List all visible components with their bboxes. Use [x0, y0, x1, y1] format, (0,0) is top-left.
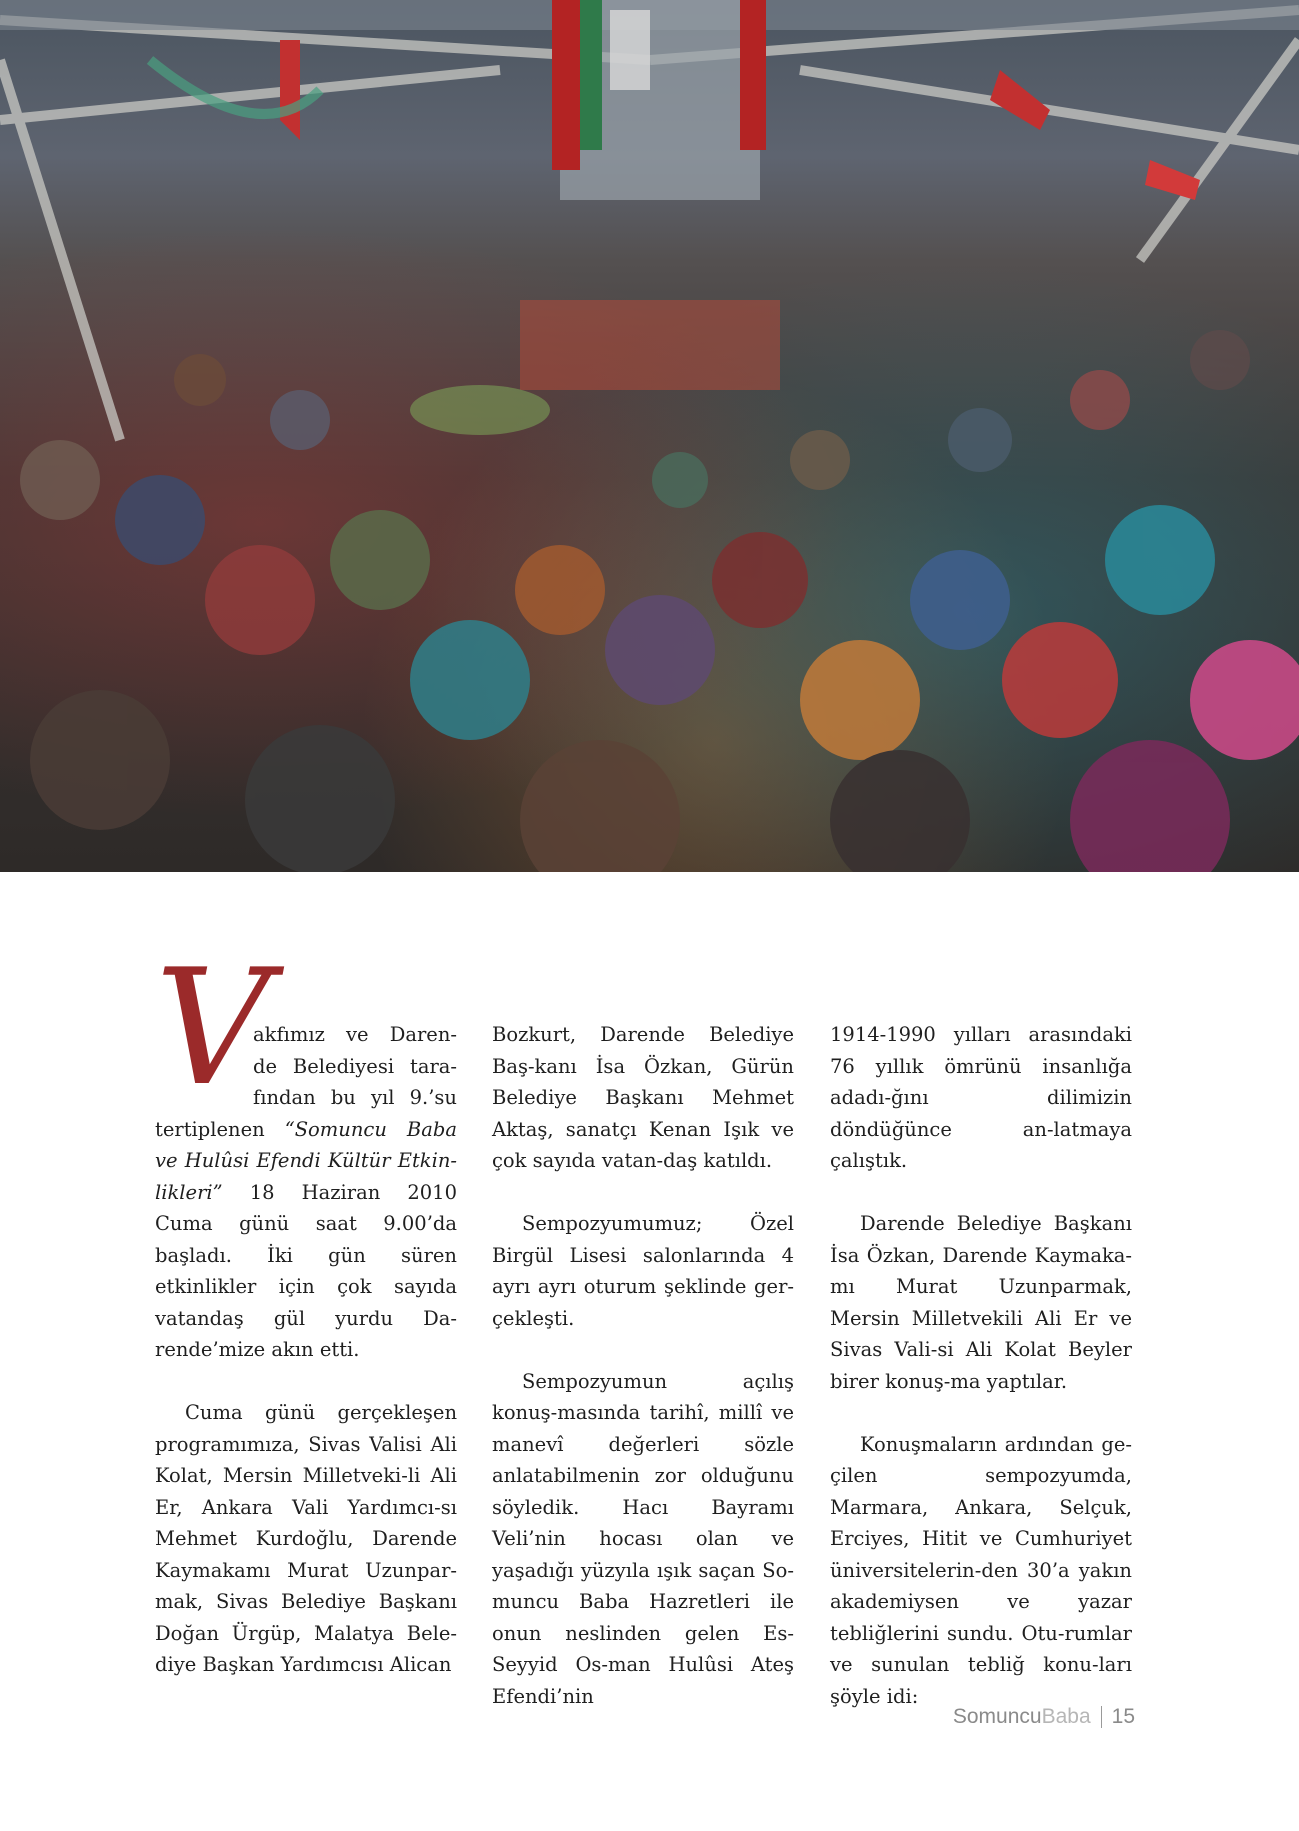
crowd-photo	[0, 0, 1299, 872]
intro-line-1: akfımız ve Daren-	[253, 1023, 457, 1046]
paragraph-3: Bozkurt, Darende Belediye Baş-kanı İsa Özkan, Gürün Belediye Başkanı Mehmet Aktaş, sanatçı Kenan Işık ve çok sayıda vatan-daş katıldı.	[492, 1023, 794, 1172]
paragraph-1-start: tertiplenen	[155, 1117, 285, 1141]
brand-somuncu: Somuncu	[952, 1705, 1042, 1728]
page-number: 15	[1111, 1705, 1135, 1728]
intro-line-3: fından bu yıl 9.’su	[253, 1086, 457, 1109]
paragraph-1	[155, 1114, 457, 1366]
page-footer	[953, 1705, 1135, 1729]
magazine-brand	[953, 1705, 1091, 1728]
paragraph-7: Darende Belediye Başkanı İsa Özkan, Darende Kaymaka-mı Murat Uzunparmak, Mersin Milletvekili Ali Er ve Sivas Vali-si Ali Kolat Beyler birer konuş-ma yaptılar.	[830, 1212, 1132, 1393]
paragraph-2: Cuma günü gerçekleşen programımıza, Sivas Valisi Ali Kolat, Mersin Milletveki-li Ali Er, Ankara Vali Yardımcı-sı Mehmet Kurdoğlu, Darende Kaymakamı Murat Uzunpar-mak, Sivas Belediye Başkanı Doğan Ürgüp, Malatya Bele-diye Başkan Yardımcısı Alican	[155, 1401, 457, 1676]
paragraph-8: Konuşmaların ardından ge-çilen sempozyumda, Marmara, Ankara, Selçuk, Erciyes, Hitit ve Cumhuriyet üniversitelerin-den 30’a yakın akademiysen ve yazar tebliğlerini sundu. Otu-rumlar ve sunulan tebliğ konu-ları şöyle idi:	[830, 1432, 1132, 1708]
crowd-photo-art	[0, 0, 1299, 872]
column-3	[830, 1019, 1132, 1712]
brand-baba: Baba	[1041, 1705, 1091, 1728]
paragraph-6: 1914-1990 yılları arasındaki 76 yıllık ömrünü insanlığa adadı-ğını dilimizin döndüğünce an-latmaya çalıştık.	[830, 1023, 1132, 1172]
intro-line-2: de Belediyesi tara-	[253, 1054, 457, 1078]
paragraph-5: Sempozyumun açılış konuş-masında tarihî, millî ve manevî değerleri sözle anlatabilmenin zor olduğunu söyledik. Hacı Bayramı Veli’nin hocası olan ve yaşadığı yüzyıla ışık saçan So-muncu Baba Hazretleri ile onun neslinden gelen Es-Seyyid Os-man Hulûsi Ateş Efendi’nin	[492, 1369, 794, 1708]
paragraph-1-rest: 18 Haziran 2010 Cuma günü saat 9.00’da başladı. İki gün süren etkinlikler için çok sayıda vatandaş gül yurdu Da-rende’mize akın etti.	[155, 1180, 457, 1361]
drop-cap: V	[155, 934, 271, 1121]
footer-divider	[1101, 1706, 1102, 1728]
event-title: “Somuncu Baba ve Hulûsi Efendi Kültür Etkin-likleri”	[155, 1117, 457, 1204]
crowd	[20, 330, 1299, 872]
column-2	[492, 1019, 794, 1712]
paragraph-4: Sempozyumumuz; Özel Birgül Lisesi salonlarında 4 ayrı ayrı oturum şeklinde ger-çekleşti.	[492, 1212, 794, 1330]
column-1	[155, 1019, 457, 1681]
